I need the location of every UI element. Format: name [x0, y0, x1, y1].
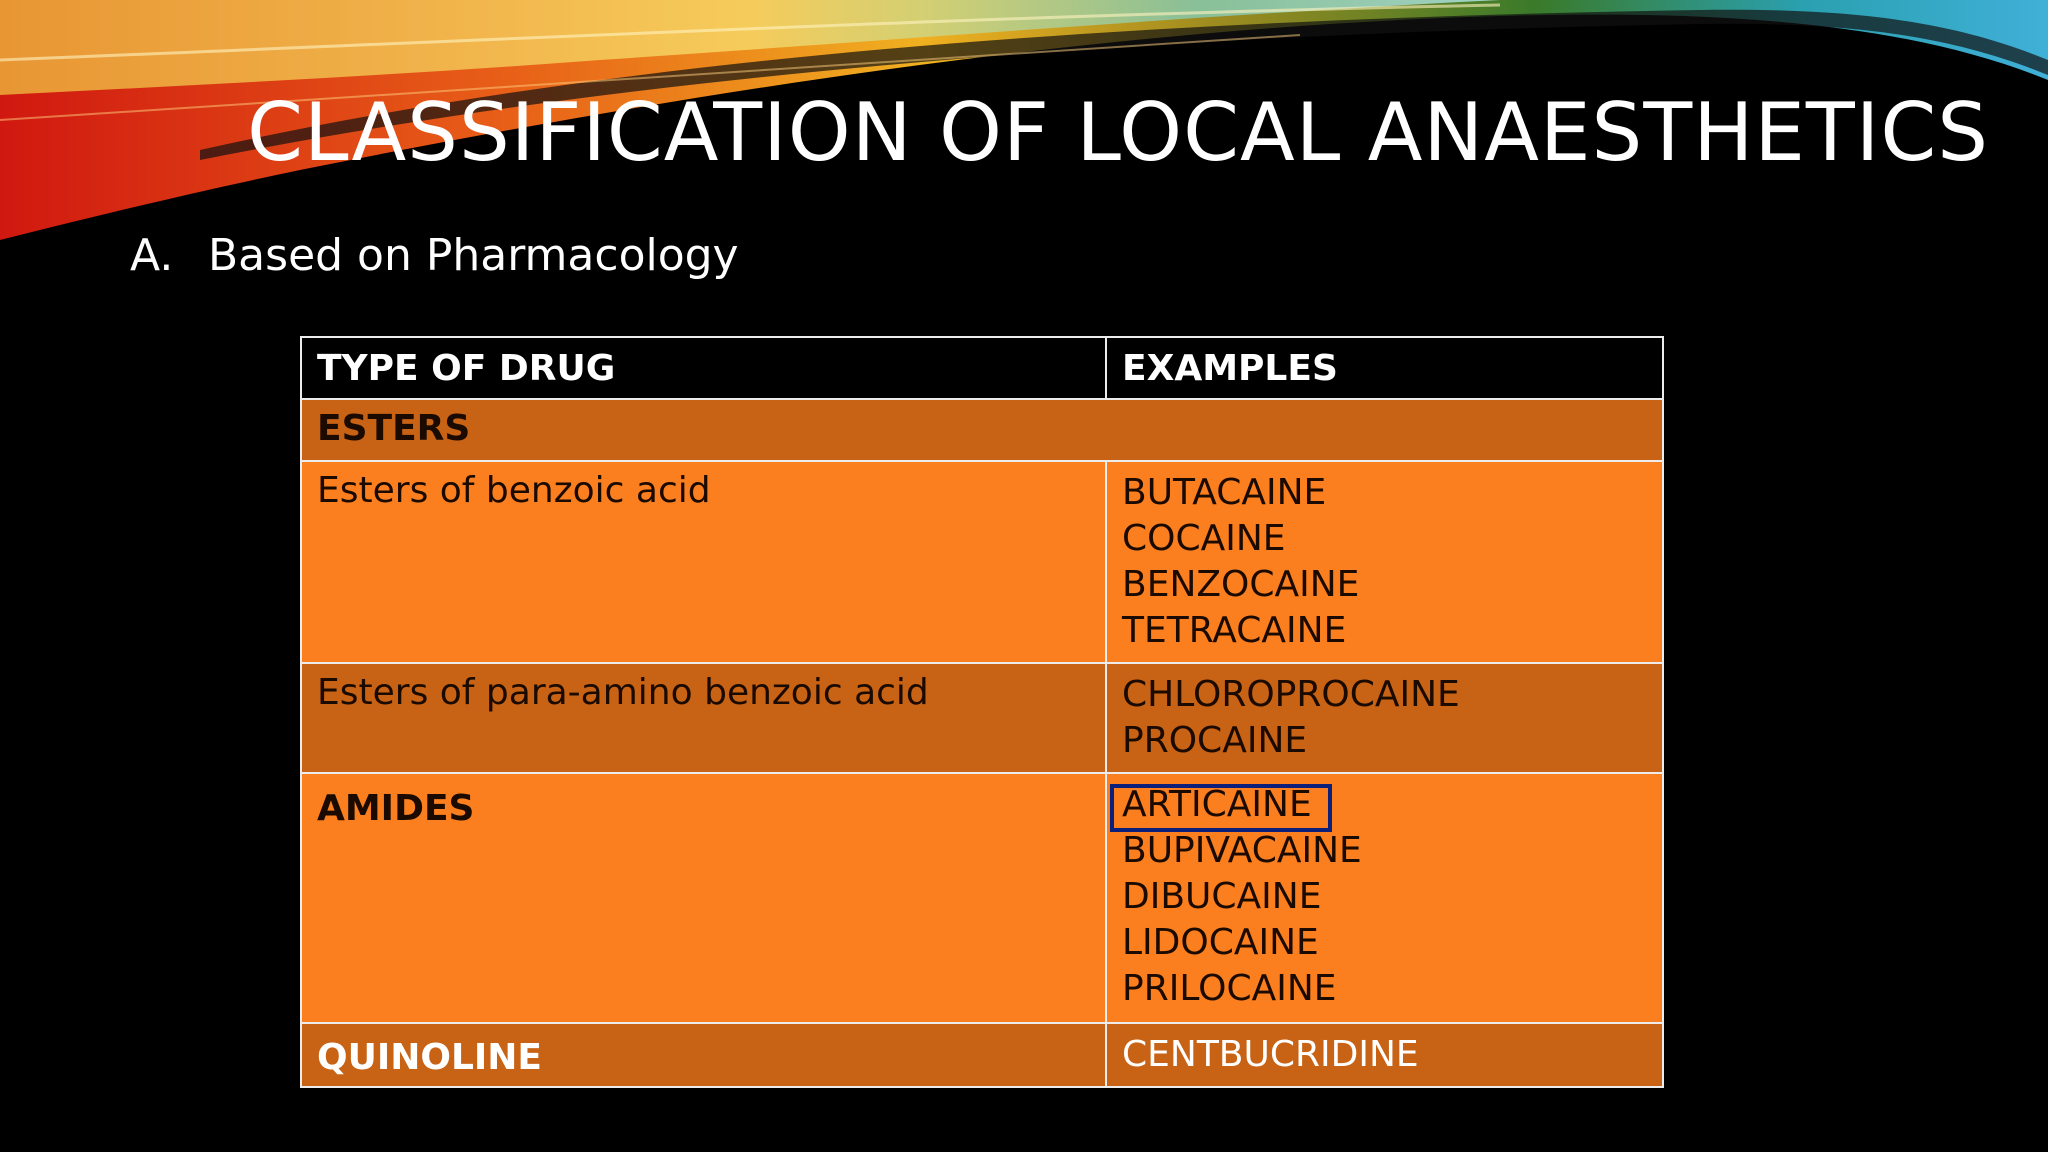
subtitle-text: Based on Pharmacology	[208, 230, 739, 281]
example-item: TETRACAINE	[1122, 610, 1347, 651]
drug-type-cell: QUINOLINE	[301, 1023, 1106, 1087]
slide-title: CLASSIFICATION OF LOCAL ANAESTHETICS	[247, 86, 1989, 179]
examples-cell	[1106, 461, 1663, 663]
examples-cell	[1106, 663, 1663, 773]
example-item: CENTBUCRIDINE	[1122, 1034, 1419, 1075]
example-item: BENZOCAINE	[1122, 564, 1360, 605]
example-item: DIBUCAINE	[1122, 876, 1322, 917]
table-row	[301, 773, 1663, 1023]
examples-cell	[1106, 1023, 1663, 1087]
example-item: CHLOROPROCAINE	[1122, 674, 1460, 715]
section-esters-label: ESTERS	[301, 399, 1663, 461]
section-row-esters	[301, 399, 1663, 461]
highlight-box	[1110, 784, 1332, 832]
subtitle-marker: A.	[130, 230, 174, 281]
example-text: ARTICAINE	[1122, 784, 1312, 825]
example-item: BUPIVACAINE	[1122, 830, 1362, 871]
example-item: COCAINE	[1122, 518, 1286, 559]
example-item: BUTACAINE	[1122, 472, 1327, 513]
example-item-highlighted	[1122, 782, 1647, 828]
table-row	[301, 461, 1663, 663]
header-type-of-drug: TYPE OF DRUG	[301, 337, 1106, 399]
classification-table	[300, 336, 1664, 1088]
table-row	[301, 1023, 1663, 1087]
examples-cell	[1106, 773, 1663, 1023]
drug-type-cell: AMIDES	[301, 773, 1106, 1023]
example-item: LIDOCAINE	[1122, 922, 1319, 963]
drug-type-cell: Esters of benzoic acid	[301, 461, 1106, 663]
header-examples: EXAMPLES	[1106, 337, 1663, 399]
example-item: PRILOCAINE	[1122, 968, 1337, 1009]
example-item: PROCAINE	[1122, 720, 1308, 761]
table-row	[301, 663, 1663, 773]
slide-subtitle	[130, 230, 739, 281]
table-header-row	[301, 337, 1663, 399]
drug-type-cell: Esters of para-amino benzoic acid	[301, 663, 1106, 773]
